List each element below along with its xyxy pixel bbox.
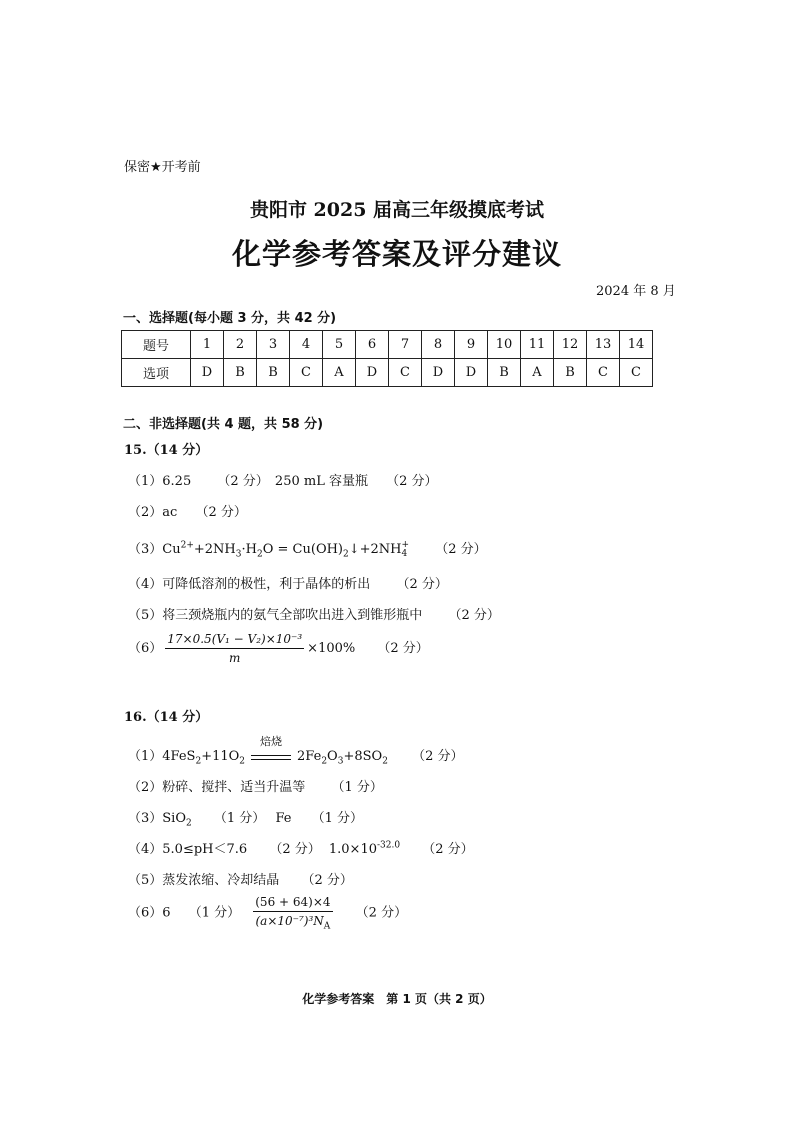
score: （1 分） [331, 780, 383, 795]
score: （1 分） [188, 905, 241, 921]
score: （2 分） [301, 873, 353, 888]
item-number: （5） [128, 873, 163, 888]
question-number: 6 [356, 331, 389, 359]
score: （2 分） [195, 505, 247, 520]
q16-title: 16.（14 分） [124, 710, 209, 725]
q15-answer-1 [128, 470, 438, 489]
answer-cell: B [488, 359, 521, 387]
row-label-number: 题号 [122, 331, 191, 359]
answer-cell: C [620, 359, 653, 387]
answer-value: ac [162, 505, 178, 520]
answer-cell: B [224, 359, 257, 387]
answer-cell: A [521, 359, 554, 387]
item-number: （6） [128, 905, 163, 921]
answer-cell: A [323, 359, 356, 387]
score: （1 分） [311, 811, 363, 826]
table-row-numbers [122, 331, 653, 359]
question-number: 14 [620, 331, 653, 359]
q16-answer-1 [128, 734, 464, 767]
score: （1 分） [213, 811, 266, 826]
q15-answer-3 [128, 538, 487, 560]
q15-title: 15.（14 分） [124, 443, 209, 458]
answer-cell: C [587, 359, 620, 387]
q16-answer-6 [128, 895, 407, 931]
exam-date: 2024 年 8 月 [596, 284, 676, 299]
question-number: 3 [257, 331, 290, 359]
question-number: 7 [389, 331, 422, 359]
answer-text: 250 mL 容量瓶 [274, 474, 368, 489]
reaction-condition: 焙烧 [249, 750, 293, 764]
answer-cell: D [191, 359, 224, 387]
q16-answer-2 [128, 776, 383, 795]
item-number: （3） [128, 542, 163, 557]
q15-answer-2 [128, 501, 247, 520]
question-number: 12 [554, 331, 587, 359]
section2-heading: 二、非选择题(共 4 题，共 58 分) [123, 417, 324, 432]
score: （2 分） [396, 577, 448, 592]
question-number: 1 [191, 331, 224, 359]
item-number: （6） [128, 641, 163, 656]
item-number: （1） [128, 474, 163, 489]
ksp-value: $1.0\times 10^{-32.0}$ [328, 840, 401, 857]
answer-text: 蒸发浓缩、冷却结晶 [162, 873, 280, 888]
score: （2 分） [435, 542, 487, 557]
answer-cell: D [455, 359, 488, 387]
answer-cell: C [290, 359, 323, 387]
score: （2 分） [422, 842, 474, 857]
answer-title: 化学参考答案及评分建议 [231, 237, 562, 271]
answer-cell: B [257, 359, 290, 387]
item-number: （4） [128, 842, 163, 857]
score: （2 分） [217, 474, 269, 489]
question-number: 11 [521, 331, 554, 359]
answer-text: 粉碎、搅拌、适当升温等 [162, 780, 306, 795]
score: （2 分） [412, 749, 464, 764]
question-number: 4 [290, 331, 323, 359]
row-label-answer: 选项 [122, 359, 191, 387]
answer-text: 5.0≤pH＜7.6 [162, 842, 248, 857]
answer-cell: C [389, 359, 422, 387]
percent-tail: ×100% [307, 641, 356, 656]
page-footer: 化学参考答案 第 1 页（共 2 页） [302, 992, 492, 1006]
answer-table [121, 330, 653, 387]
equation: $4FeS_2+11O_2$ 焙烧 $2Fe_2O_3+8SO_2$ [162, 734, 388, 767]
fraction: $\frac{(56 + 64)\times 4}{(a\times 10^{-7})^3N_A}$ [255, 895, 331, 932]
answer-text: Fe [275, 811, 292, 826]
item-number: （2） [128, 505, 163, 520]
exam-title: 贵阳市 2025 届高三年级摸底考试 [249, 199, 545, 221]
question-number: 9 [455, 331, 488, 359]
answer-cell: B [554, 359, 587, 387]
score: （2 分） [448, 608, 500, 623]
item-number: （2） [128, 780, 163, 795]
formula: SiO$_2$ [162, 811, 192, 829]
score: （2 分） [355, 905, 408, 921]
answer-value: 6 [162, 905, 171, 921]
q15-answer-5 [128, 604, 500, 623]
q16-answer-3 [128, 807, 363, 829]
question-number: 13 [587, 331, 620, 359]
equation: $Cu^{2+}+2NH_3\cdot H_2O$ = $Cu(OH)_2↓+2NH$ + 4 [162, 539, 410, 560]
item-number: （4） [128, 577, 163, 592]
answer-value: 6.25 [162, 474, 192, 489]
item-number: （5） [128, 608, 163, 623]
q15-answer-4 [128, 573, 448, 592]
item-number: （1） [128, 749, 163, 764]
question-number: 2 [224, 331, 257, 359]
answer-text: 可降低溶剂的极性，利于晶体的析出 [162, 577, 371, 592]
q16-answer-4 [128, 838, 474, 857]
q16-answer-5 [128, 869, 353, 888]
question-number: 5 [323, 331, 356, 359]
question-number: 8 [422, 331, 455, 359]
score: （2 分） [377, 641, 429, 656]
fraction: $\frac{\text{17×0.5(V₁ − V₂)×10⁻³}}{m}$ [167, 632, 303, 665]
answer-cell: D [356, 359, 389, 387]
score: （2 分） [386, 474, 438, 489]
question-number: 10 [488, 331, 521, 359]
answer-cell: D [422, 359, 455, 387]
confidential-mark: 保密★开考前 [124, 160, 201, 175]
table-row-answers [122, 359, 653, 387]
section1-heading: 一、选择题(每小题 3 分，共 42 分) [123, 311, 337, 326]
answer-text: 将三颈烧瓶内的氨气全部吹出进入到锥形瓶中 [162, 608, 423, 623]
q15-answer-6 [128, 632, 429, 665]
item-number: （3） [128, 811, 163, 826]
score: （2 分） [269, 842, 321, 857]
